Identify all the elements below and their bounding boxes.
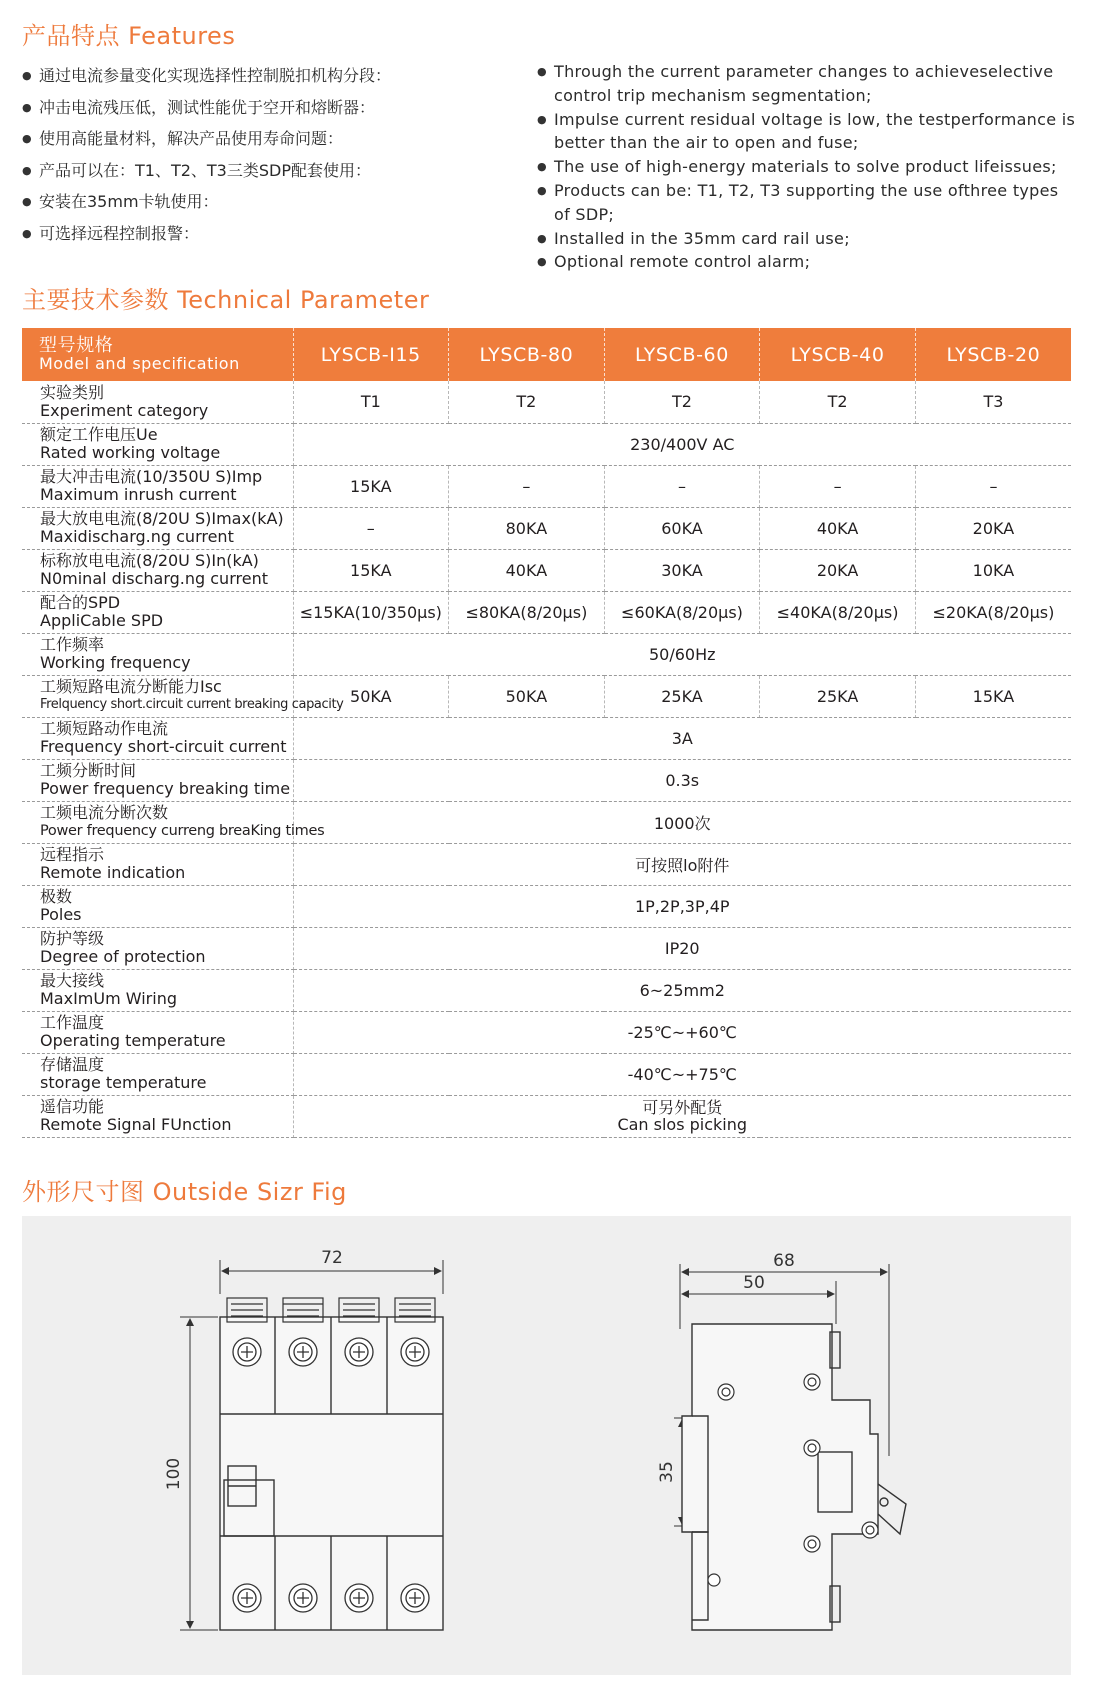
value-cell: 60KA (604, 507, 760, 549)
model-header-cell: LYSCB-60 (604, 328, 760, 381)
param-cell (22, 759, 293, 801)
param-cell (22, 885, 293, 927)
param-name-en: Maximum inrush current (40, 485, 237, 504)
header-param-en: Model and specification (39, 353, 240, 373)
table-row (22, 1011, 1071, 1053)
param-name-en: Working frequency (40, 653, 191, 672)
param-cell (22, 1095, 293, 1137)
param-cell (22, 549, 293, 591)
param-name-en: MaxImUm Wiring (40, 989, 177, 1008)
value-cell: ≤20KA(8/20μs) (915, 591, 1071, 633)
value-cell: 15KA (915, 675, 1071, 717)
dim-front-width: 72 (321, 1248, 343, 1268)
table-row (22, 801, 1071, 843)
feature-item-en: ● Installed in the 35mm card rail use; (537, 227, 1077, 251)
model-header-cell: LYSCB-I15 (293, 328, 449, 381)
value-cell-span: 230/400V AC (293, 423, 1071, 465)
value-cell-span: 可按照lo附件 (293, 843, 1071, 885)
table-row (22, 633, 1071, 675)
table-row (22, 423, 1071, 465)
param-name-en: Operating temperature (40, 1031, 226, 1050)
param-name-en: Remote indication (40, 863, 186, 882)
table-row (22, 675, 1071, 717)
param-cell (22, 423, 293, 465)
value-cell: T2 (604, 381, 760, 423)
table-row (22, 381, 1071, 423)
param-cell (22, 1011, 293, 1053)
value-cell-span: 3A (293, 717, 1071, 759)
outside-title: 外形尺寸图 Outside Sizr Fig (22, 1178, 347, 1206)
param-cell (22, 507, 293, 549)
param-name-zh: 存储温度 (40, 1055, 105, 1074)
param-name-en: Degree of protection (40, 947, 206, 966)
param-cell (22, 675, 344, 717)
feature-item-zh: ● 产品可以在：T1、T2、T3三类SDP配套使用： (22, 155, 502, 187)
param-name-zh: 工频短路电流分断能力Isc (40, 677, 222, 696)
table-row (22, 717, 1071, 759)
table-row (22, 843, 1071, 885)
param-name-zh: 最大接线 (40, 971, 105, 990)
value-line: Can slos picking (617, 1115, 748, 1134)
feature-item-zh: ● 可选择远程控制报警： (22, 218, 502, 250)
side-view (674, 1264, 906, 1630)
value-cell: T2 (760, 381, 916, 423)
value-cell: – (760, 465, 916, 507)
dimension-figure (22, 1216, 1071, 1675)
value-cell-span: 6~25mm2 (293, 969, 1071, 1011)
model-header-cell: LYSCB-80 (449, 328, 605, 381)
value-cell: ≤60KA(8/20μs) (604, 591, 760, 633)
param-name-zh: 工频分断时间 (40, 761, 137, 780)
value-cell: 20KA (915, 507, 1071, 549)
feature-item-zh: ● 使用高能量材料，解决产品使用寿命问题： (22, 123, 502, 155)
feature-item-en: ● Impulse current residual voltage is low, the testperformance is better than the air to open and fuse; (537, 108, 1077, 156)
param-name-en: AppliCabIe SPD (40, 611, 164, 630)
value-cell: – (915, 465, 1071, 507)
param-cell (22, 717, 293, 759)
feature-item-en: ● The use of high-energy materials to solve product lifeissues; (537, 155, 1077, 179)
param-name-zh: 远程指示 (40, 845, 105, 864)
feature-item-zh: ● 冲击电流残压低，测试性能优于空开和熔断器： (22, 92, 502, 124)
features-list-en (537, 60, 1077, 274)
header-param-cell (22, 328, 293, 381)
param-name-en: Maxidischarg.ng current (40, 527, 234, 546)
value-cell: 10KA (915, 549, 1071, 591)
value-cell-span: 1000次 (293, 801, 1071, 843)
spec-header-row (22, 328, 1071, 381)
param-cell (22, 633, 293, 675)
feature-item-zh: ● 安装在35mm卡轨使用： (22, 186, 502, 218)
value-cell: ≤40KA(8/20μs) (760, 591, 916, 633)
value-cell: 40KA (760, 507, 916, 549)
model-header-cell: LYSCB-20 (915, 328, 1071, 381)
param-name-zh: 极数 (40, 887, 73, 906)
dim-side-width: 68 (773, 1251, 795, 1271)
table-row (22, 1095, 1071, 1137)
feature-item-en: ● Optional remote control alarm; (537, 250, 1077, 274)
table-row (22, 927, 1071, 969)
value-cell: ≤80KA(8/20μs) (449, 591, 605, 633)
param-name-en: Frelquency short.circuit current breaking capacity (40, 697, 344, 712)
dim-front-height: 100 (164, 1457, 184, 1491)
param-name-zh: 工频短路动作电流 (40, 719, 169, 738)
value-cell: T1 (293, 381, 449, 423)
value-cell: – (449, 465, 605, 507)
param-name-en: Remote Signal FUnction (40, 1115, 232, 1134)
value-cell: ≤15KA(10/350μs) (293, 591, 449, 633)
value-cell-span: IP20 (293, 927, 1071, 969)
dim-rail: 35 (657, 1461, 677, 1483)
value-cell-span (293, 1095, 1071, 1137)
value-cell: 30KA (604, 549, 760, 591)
value-cell: 40KA (449, 549, 605, 591)
param-name-zh: 工作频率 (40, 635, 105, 654)
value-cell: 15KA (293, 549, 449, 591)
value-cell: 50KA (293, 675, 449, 717)
value-cell-span: 0.3s (293, 759, 1071, 801)
table-row (22, 549, 1071, 591)
value-cell: 15KA (293, 465, 449, 507)
param-name-zh: 额定工作电压Ue (40, 425, 158, 444)
header-param-zh: 型号规格 (39, 334, 114, 356)
table-row (22, 885, 1071, 927)
table-row (22, 465, 1071, 507)
feature-item-en: ● Through the current parameter changes to achieveselective control trip mechanism segmentation; (537, 60, 1077, 108)
param-name-zh: 配合的SPD (40, 593, 121, 612)
dim-side-inner: 50 (743, 1273, 765, 1293)
tech-title: 主要技术参数 Technical Parameter (22, 286, 430, 314)
value-cell-span: 50/60Hz (293, 633, 1071, 675)
value-cell: 50KA (449, 675, 605, 717)
table-row (22, 507, 1071, 549)
param-cell (22, 801, 325, 843)
dimension-drawing (22, 1216, 1071, 1675)
param-name-en: Experiment category (40, 400, 209, 420)
feature-item-en: ● Products can be: T1, T2, T3 supporting the use ofthree types of SDP; (537, 179, 1077, 227)
param-cell (22, 969, 293, 1011)
value-cell: 80KA (449, 507, 605, 549)
param-name-en: Power frequency curreng breaKing times (40, 823, 325, 839)
features-list-zh (22, 60, 502, 249)
param-name-zh: 遥信功能 (40, 1097, 105, 1116)
value-cell: – (293, 507, 449, 549)
param-name-en: N0minal discharg.ng current (40, 569, 268, 588)
param-name-zh: 工作温度 (40, 1013, 105, 1032)
feature-item-zh: ● 通过电流参量变化实现选择性控制脱扣机构分段： (22, 60, 502, 92)
value-line: 可另外配货 (642, 1098, 723, 1117)
param-cell (22, 927, 293, 969)
table-row (22, 591, 1071, 633)
param-cell (22, 1053, 293, 1095)
param-cell (22, 465, 293, 507)
param-cell (22, 381, 293, 423)
model-header-cell: LYSCB-40 (760, 328, 916, 381)
value-cell: 25KA (604, 675, 760, 717)
value-cell: 25KA (760, 675, 916, 717)
param-name-zh: 工频电流分断次数 (40, 803, 169, 822)
table-row (22, 969, 1071, 1011)
features-title: 产品特点 Features (22, 22, 236, 50)
table-row (22, 759, 1071, 801)
param-name-zh: 防护等级 (40, 929, 105, 948)
param-name-en: Rated working voltage (40, 443, 221, 462)
value-cell-span: -25℃~+60℃ (293, 1011, 1071, 1053)
param-name-en: Power frequency breaking time (40, 779, 291, 798)
value-cell-span: 1P,2P,3P,4P (293, 885, 1071, 927)
spec-body (22, 381, 1071, 1137)
param-name-en: Frequency short-circuit current (40, 737, 287, 756)
spec-table (22, 328, 1071, 1138)
value-cell: T2 (449, 381, 605, 423)
param-name-en: storage temperature (40, 1073, 207, 1092)
table-row (22, 1053, 1071, 1095)
param-name-zh: 最大冲击电流(10/350U S)Imp (40, 467, 263, 486)
value-cell: 20KA (760, 549, 916, 591)
param-name-en: Poles (40, 905, 82, 924)
param-cell (22, 843, 293, 885)
value-cell: – (604, 465, 760, 507)
param-name-zh: 实验类别 (40, 382, 105, 402)
param-cell (22, 591, 293, 633)
value-cell-span: -40℃~+75℃ (293, 1053, 1071, 1095)
param-name-zh: 最大放电电流(8/20U S)Imax(kA) (40, 509, 284, 528)
value-cell: T3 (915, 381, 1071, 423)
param-name-zh: 标称放电电流(8/20U S)In(kA) (40, 551, 259, 570)
